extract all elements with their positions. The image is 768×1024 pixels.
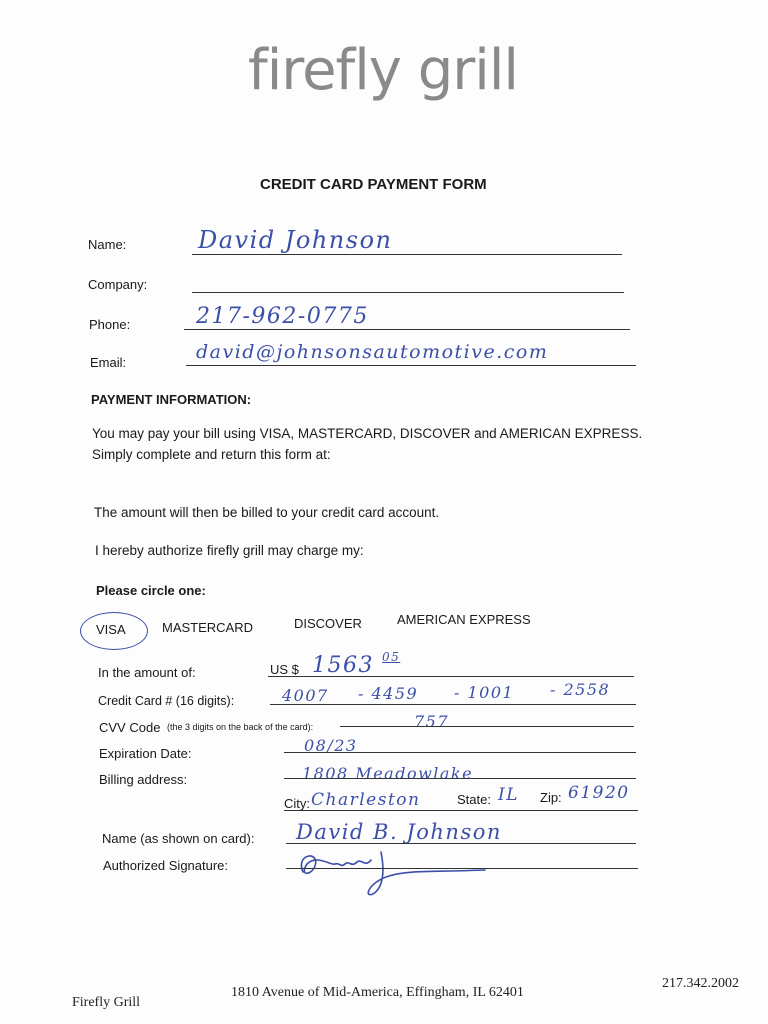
footer-phone: 217.342.2002 bbox=[662, 976, 739, 991]
card-option-discover[interactable]: DISCOVER bbox=[294, 616, 362, 631]
payment-paragraph-line1: You may pay your bill using VISA, MASTERCARD, DISCOVER and AMERICAN EXPRESS. bbox=[92, 426, 643, 441]
card-number-label: Credit Card # (16 digits): bbox=[98, 694, 235, 708]
billing-note: The amount will then be billed to your credit card account. bbox=[94, 505, 440, 520]
footer-company: Firefly Grill bbox=[72, 995, 141, 1010]
phone-field[interactable]: 217-962-0775 bbox=[196, 304, 369, 329]
card-number-part-2[interactable]: - 4459 bbox=[358, 684, 419, 703]
cvv-field[interactable]: 757 bbox=[414, 712, 450, 731]
amount-underline bbox=[268, 676, 634, 677]
name-field[interactable]: David Johnson bbox=[198, 226, 393, 254]
currency-prefix: US $ bbox=[270, 662, 299, 677]
circle-prompt: Please circle one: bbox=[96, 583, 206, 598]
card-number-part-3[interactable]: - 1001 bbox=[454, 683, 515, 702]
cvv-note: (the 3 digits on the back of the card): bbox=[167, 722, 314, 732]
billing-underline bbox=[284, 778, 636, 779]
phone-label: Phone: bbox=[89, 317, 131, 332]
authorization-text: I hereby authorize firefly grill may charge my: bbox=[95, 543, 364, 558]
state-field[interactable]: IL bbox=[498, 785, 520, 805]
cvv-label: CVV Code bbox=[99, 720, 161, 735]
payment-heading: PAYMENT INFORMATION: bbox=[91, 392, 252, 407]
signature-drawing bbox=[285, 842, 505, 902]
city-field[interactable]: Charleston bbox=[311, 790, 421, 810]
logo: firefly grill bbox=[248, 38, 518, 103]
email-field[interactable]: david@johnsonsautomotive.com bbox=[196, 341, 549, 363]
form-title: CREDIT CARD PAYMENT FORM bbox=[260, 176, 487, 193]
card-number-underline bbox=[270, 704, 636, 705]
card-number-part-1[interactable]: 4007 bbox=[282, 686, 329, 705]
email-underline bbox=[186, 365, 636, 366]
company-underline bbox=[192, 292, 624, 293]
state-label: State: bbox=[457, 792, 491, 807]
name-on-card-label: Name (as shown on card): bbox=[102, 831, 255, 846]
payment-paragraph-line2: Simply complete and return this form at: bbox=[92, 447, 331, 462]
card-option-amex[interactable]: AMERICAN EXPRESS bbox=[397, 612, 531, 627]
amount-label: In the amount of: bbox=[98, 665, 196, 680]
amount-field[interactable]: 1563 bbox=[312, 653, 374, 678]
email-label: Email: bbox=[90, 355, 127, 370]
company-label: Company: bbox=[88, 277, 148, 292]
signature-label: Authorized Signature: bbox=[103, 858, 229, 873]
signature-underline bbox=[286, 868, 638, 869]
name-label: Name: bbox=[88, 237, 127, 252]
cvv-underline bbox=[340, 726, 634, 727]
footer-address: 1810 Avenue of Mid-America, Effingham, IL 62401 bbox=[231, 985, 524, 1000]
city-label: City: bbox=[284, 796, 310, 811]
name-on-card-field[interactable]: David B. Johnson bbox=[296, 820, 502, 844]
amount-cents: 05 bbox=[382, 650, 401, 664]
expiration-label: Expiration Date: bbox=[99, 746, 192, 761]
card-option-visa[interactable]: VISA bbox=[96, 622, 126, 637]
name-underline bbox=[192, 254, 622, 255]
expiration-field[interactable]: 08/23 bbox=[304, 736, 358, 755]
phone-underline bbox=[184, 329, 630, 330]
zip-label: Zip: bbox=[540, 790, 562, 805]
expiration-underline bbox=[284, 752, 636, 753]
billing-label: Billing address: bbox=[99, 772, 188, 787]
zip-field[interactable]: 61920 bbox=[568, 783, 630, 803]
card-number-part-4[interactable]: - 2558 bbox=[550, 680, 611, 699]
card-option-mastercard[interactable]: MASTERCARD bbox=[162, 620, 254, 635]
city-state-zip-underline bbox=[284, 810, 638, 811]
billing-address-field[interactable]: 1808 Meadowlake bbox=[302, 764, 474, 783]
